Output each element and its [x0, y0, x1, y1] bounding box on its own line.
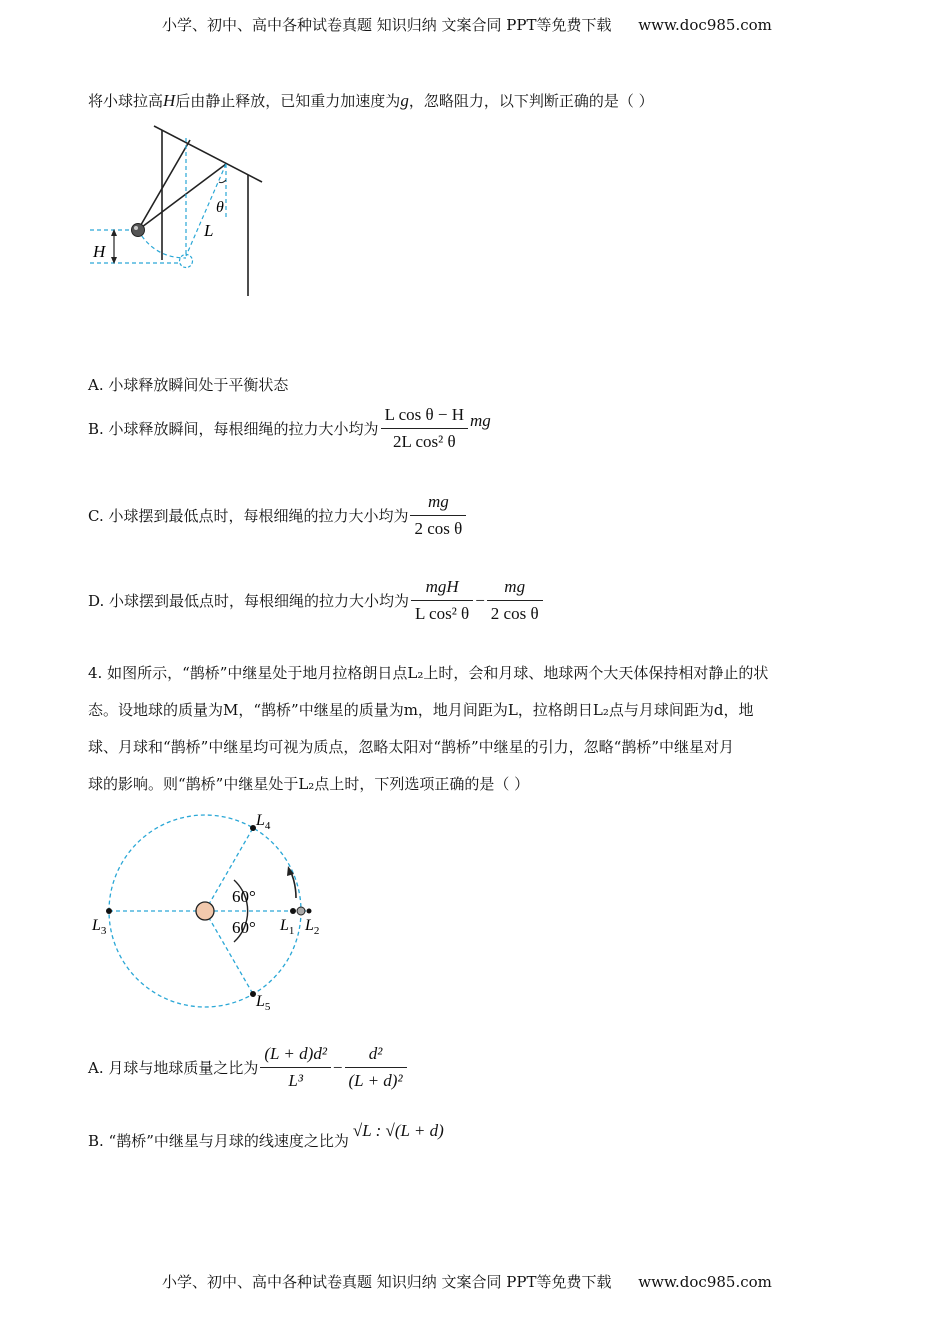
label-L5: $L_5$ — [256, 993, 271, 1013]
q4-stem: 4. 如图所示，“鹊桥”中继星处于地月拉格朗日点L₂上时，会和月球、地球两个大天体保持相对静止的状 态。设地球的质量为M，“鹊桥”中继星的质量为m，地月间距为L，拉格朗日L₂点与月球间距为d，地 球、月球和“鹊桥”中继星均可视为质点，忽略太阳对“鹊桥”中继星的引力，忽略“鹊桥”中继星对月 球的影响。则“鹊桥”中继星处于L₂点上时，下列选项正确的是（ ） — [88, 664, 769, 793]
footer-site[interactable]: www.doc985.com — [638, 1273, 772, 1291]
label-L3: $L_3$ — [92, 917, 107, 937]
q4-lagrange-figure — [84, 808, 344, 1018]
q4-a-fraction-1: $\frac{\text{(L + d)d²}}{\text{L³}}$ — [260, 1044, 331, 1091]
header-site[interactable]: www.doc985.com — [638, 16, 772, 34]
q4-b-formula: √L : √(L + d) — [352, 1120, 444, 1140]
moon — [297, 907, 305, 915]
header-text: 小学、初中、高中各种试卷真题 知识归纳 文案合同 PPT等免费下载 — [162, 16, 612, 34]
q3-option-d[interactable]: D. 小球摆到最低点时，每根细绳的拉力大小均为 $\frac{\text{mgH}}{\text{L cos² θ}}$ − $\frac{mg}{\text{2 cos θ}}$ — [88, 577, 545, 624]
footer-text: 小学、初中、高中各种试卷真题 知识归纳 文案合同 PPT等免费下载 — [162, 1273, 612, 1291]
q4-option-a[interactable]: A. 月球与地球质量之比为 $\frac{\text{(L + d)d²}}{\text{L³}}$ − $\frac{\text{d²}}{\text{(L + d)²}}$ — [88, 1044, 409, 1091]
label-H: H — [93, 242, 106, 261]
q3-option-a[interactable]: A. 小球释放瞬间处于平衡状态 — [88, 376, 289, 394]
label-L2: $L_2$ — [305, 917, 320, 937]
q3-stem: 将小球拉高H后由静止释放，已知重力加速度为g，忽略阻力，以下判断正确的是（ ） — [88, 91, 654, 110]
point-L1 — [290, 908, 296, 914]
q3-option-c[interactable]: C. 小球摆到最低点时，每根细绳的拉力大小均为 $\frac{mg}{\text{2 cos θ}}$ — [88, 492, 468, 539]
point-L2 — [307, 909, 312, 914]
label-L: L — [204, 221, 214, 240]
q3-d-fraction-1: $\frac{\text{mgH}}{\text{L cos² θ}}$ — [411, 577, 473, 624]
label-L1: $L_1$ — [280, 917, 295, 937]
footer-banner — [162, 1271, 772, 1292]
q3-b-fraction: $\frac{\text{L cos θ − H}}{\text{2L cos² θ}}$ — [381, 405, 468, 452]
ball — [132, 224, 145, 237]
ball-lowest-position — [180, 255, 193, 268]
q3-c-fraction: $\frac{mg}{\text{2 cos θ}}$ — [410, 492, 466, 539]
string-left — [138, 140, 190, 230]
q4-a-fraction-2: $\frac{\text{d²}}{\text{(L + d)²}}$ — [345, 1044, 407, 1091]
label-angle-bottom: 60° — [232, 918, 256, 937]
label-theta: θ — [216, 199, 224, 216]
header-banner — [162, 14, 772, 35]
earth — [196, 902, 214, 920]
label-L4: $L_4$ — [256, 812, 271, 832]
point-L3 — [106, 908, 112, 914]
label-angle-top: 60° — [232, 887, 256, 906]
q3-option-b[interactable]: B. 小球释放瞬间，每根细绳的拉力大小均为 $\frac{\text{L cos θ − H}}{\text{2L cos² θ}}$ mg — [88, 405, 491, 451]
q3-pendulum-figure — [84, 118, 274, 303]
q4-option-b[interactable]: B. “鹊桥”中继星与月球的线速度之比为 √L : √(L + d) — [88, 1120, 444, 1150]
q3-d-fraction-2: $\frac{mg}{\text{2 cos θ}}$ — [487, 577, 543, 624]
